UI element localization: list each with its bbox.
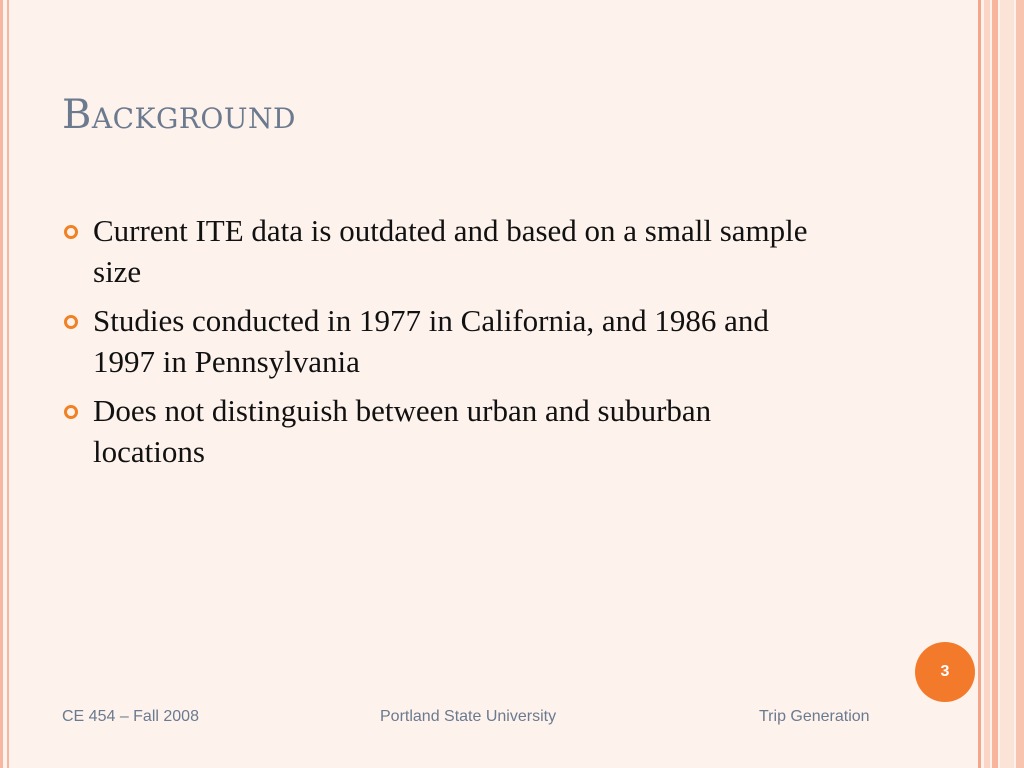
bullet-list (64, 210, 824, 480)
bullet-text: Current ITE data is outdated and based on a small sample size (93, 213, 808, 289)
footer-course: CE 454 – Fall 2008 (62, 708, 199, 725)
bullet-item (64, 390, 824, 472)
footer-topic: Trip Generation (759, 708, 870, 725)
left-frame-stripe-inner (7, 0, 9, 768)
slide-title: Background (62, 92, 296, 138)
right-decor-stripe (984, 0, 990, 768)
right-decor-stripe (992, 0, 998, 768)
left-frame-stripe (0, 0, 3, 768)
bullet-circle-icon (64, 225, 78, 239)
right-decor-stripe (1016, 0, 1024, 768)
bullet-item (64, 210, 824, 292)
bullet-text: Studies conducted in 1977 in California, and 1986 and 1997 in Pennsylvania (93, 303, 769, 379)
bullet-item (64, 300, 824, 382)
bullet-text: Does not distinguish between urban and suburban locations (93, 393, 712, 469)
bullet-circle-icon (64, 315, 78, 329)
right-decor-stripe (1000, 0, 1014, 768)
page-number-badge: 3 (915, 642, 975, 702)
right-decor-stripe (978, 0, 981, 768)
footer-university: Portland State University (380, 708, 557, 725)
bullet-circle-icon (64, 405, 78, 419)
